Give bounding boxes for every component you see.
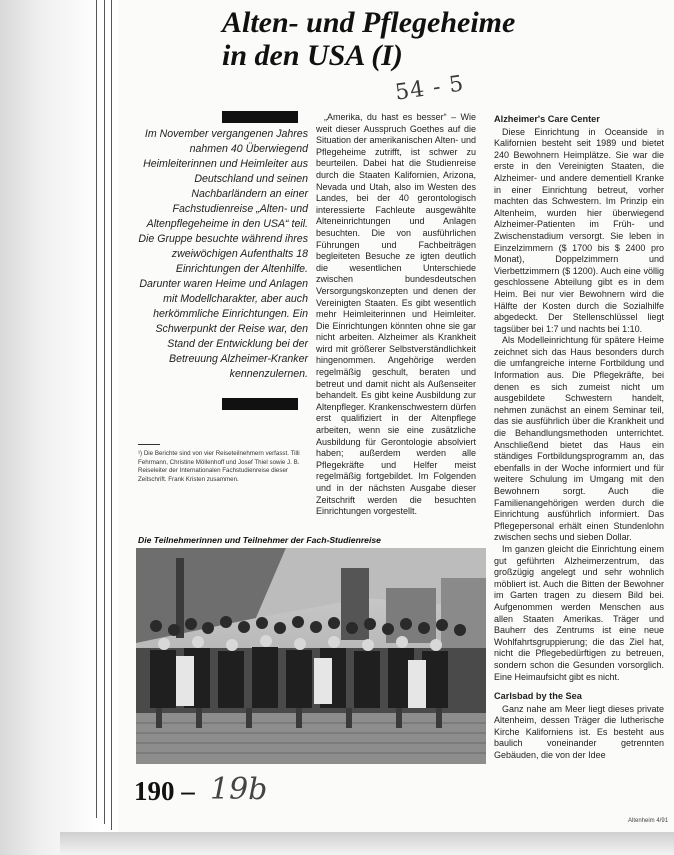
footnote-divider bbox=[138, 444, 160, 445]
right-paragraph: Im ganzen gleicht die Einrichtung einem gut geführten Alzheimerzentrum, das großzügig angelegt und sehr wohnlich möbliert ist. Auch die Bitten der Bewohner im Garten tragen zu diesem Bild bei. Aufgenommen werden Menschen aus allen Staaten Amerikas. Träger und Bauherr des Zentrums ist eine neue Wohlfahrtsgruppierung; die das Ziel hat, nicht die Pflegebedürftigen zu betreuen, sondern schon die Gesunden vorsorglich. Eine Heimaufsicht gibt es nicht. bbox=[494, 543, 664, 682]
right-paragraph: Ganz nahe am Meer liegt dieses private Altenheim, dessen Träger die lutherische Kirche Kaliforniens ist. Es besteht aus baulich voneinander getrennten Gebäuden, die von der Idee bbox=[494, 703, 664, 761]
middle-paragraph: „Amerika, du hast es besser“ – Wie weit dieser Ausspruch Goethes auf die Situation der amerikanischen Alten- und Pflegeheime zutrifft, ist schwer zu beurteilen. Dabei hat die Studienreise durch die Staaten Kalifornien, Arizona, Nevada und Utah, also im Westen des Landes, bei der 40 gerontologisch interessierte Fachleute ausgewählte Alteneinrichtungen und Anlagen besuchten. Die von ausführlichen Führungen und Fachbeiträgen begleiteten Besuche ze igten deutlich die wesentlichen Unterschiede zwischen bundesdeutschen Versorgungskonzepten und denen der Vereinigten Staaten. Es gibt wesentlich mehr Heimleiterinnen und Heimleiter. Die Einrichtungen könnten ohne sie gar nicht arbeiten. Alzheimer als Krankheit wird mit größerer Selbstverständlichkeit hingenommen. Angehörige werden regelmäßig geschult, beraten und betreut und damit nicht als Außenseiter behandelt. Es gibt keine Ausbildung zur Altenpfleger. Krankenschwestern dürfen erst qualifiziert in der Altenpflege arbeiten, wenn sie eine zusätzliche Ausbildung für Gerontologie absolviert haben; außerdem werden alle Pflegekräfte und Helfer meist regelmäßig fortgebildet. Im Folgenden und in der nächsten Ausgabe dieser Zeitschrift werden die besuchten Einrichtungen vorgestellt. bbox=[316, 112, 476, 517]
scan-shadow bbox=[0, 0, 110, 855]
journal-label: Altenheim 4/91 bbox=[628, 818, 669, 824]
right-paragraph: Als Modelleinrichtung für spätere Heime zeichnet sich das Haus besonders durch die umfangreiche interne Fortbildung und Information aus. Die Pflegekräfte, bei denen es sich zumeist nicht um ausgebildete Schwestern handelt, nehmen zunächst an einem Seminar teil, das sie ausführlich über die Krankheit und die Behandlungsmethoden unterrichtet. Anschließend bietet das Haus ein ständiges Fortbildungsprogramm an, das ebenfalls in der Woche informiert und für weitere Schulung im Umgang mit den Bewohnern sorgt. Auch die Familienangehörigen werden durch die Einrichtung ausführlich informiert. Das Pflegepersonal erhält einen Stundenlohn zwischen sechs und sieben Dollar. bbox=[494, 335, 664, 543]
page-edge bbox=[104, 0, 105, 824]
page-edge bbox=[96, 0, 97, 818]
handwritten-note: 54 - 5 bbox=[393, 71, 466, 106]
title-line-2: in den USA (I) bbox=[222, 39, 403, 72]
article-title bbox=[222, 6, 642, 72]
right-column bbox=[494, 112, 664, 816]
handwritten-page-number: 19b bbox=[210, 772, 268, 807]
redaction-bar-top bbox=[222, 111, 298, 123]
photo-caption: Die Teilnehmerinnen und Teilnehmer der Fach-Studienreise bbox=[138, 535, 381, 545]
page-edge bbox=[111, 0, 112, 830]
footnote: ¹) Die Berichte sind von vier Reiseteilnehmern verfasst. Tilli Fehrmann, Christine Möllenhoff und Josef Thiel sowie J. B. Reiseleiter der Internationalen Fachstudienreise dieser Zeitschrift. Frank Kristen zusammen. bbox=[138, 450, 300, 483]
right-paragraph: Diese Einrichtung in Oceanside in Kalifornien besteht seit 1989 und bietet 240 Bewohnern Heimplätze. Sie war die erste in den Vereinigten Staaten, die Alzheimer- und andere dementiell Kranke in einer Einrichtung betreut, vorher machten das Schwestern. Im Prinzip ein Altenheim, wurden hier überwiegend Alzheimer-Patienten im Früh- und Zwischenstadium versorgt. Sie leben in Einzelzimmern ($ 1700 bis $ 2400 pro Monat), Doppelzimmern und Vierbettzimmern ($ 1200). Auch eine völlig geschlossene Abteilung gibt es in dem Heim. Bei nur vier Bewohnern wird die Hälfte der Kosten durch die Sozialhilfe abgedeckt. Der Stellenschlüssel liegt tagsüber bei 1:7 und nachts bei 1:10. bbox=[494, 126, 664, 334]
scan-bottom-shadow bbox=[60, 832, 674, 855]
section-heading-alzheimer: Alzheimer's Care Center bbox=[494, 114, 600, 124]
redaction-bar-bottom bbox=[222, 398, 298, 410]
group-photo bbox=[136, 548, 486, 764]
intro-text: Im November vergangenen Jahres nahmen 40 Überwiegend Heimleiterinnen und Heimleiter aus Deutschland und seinen Nachbarländern an einer Fachstudienreise „Alten- und Altenpflegeheime in den USA“ teil. Die Gruppe besuchte während ihres zweiwöchigen Aufenthalts 18 Einrichtungen der Altenhilfe. Darunter waren Heime und Anlagen mit Modellcharakter, aber auch herkömmliche Einrichtungen. Ein Schwerpunkt der Reise war, den Stand der Entwicklung bei der Betreuung Alzheimer-Kranker kennenzulernen. bbox=[138, 128, 308, 380]
section-heading-carlsbad: Carlsbad by the Sea bbox=[494, 691, 582, 702]
middle-column bbox=[316, 112, 476, 527]
page-number: 190 – bbox=[134, 776, 195, 806]
title-line-1: Alten- und Pflegeheime bbox=[222, 6, 516, 39]
